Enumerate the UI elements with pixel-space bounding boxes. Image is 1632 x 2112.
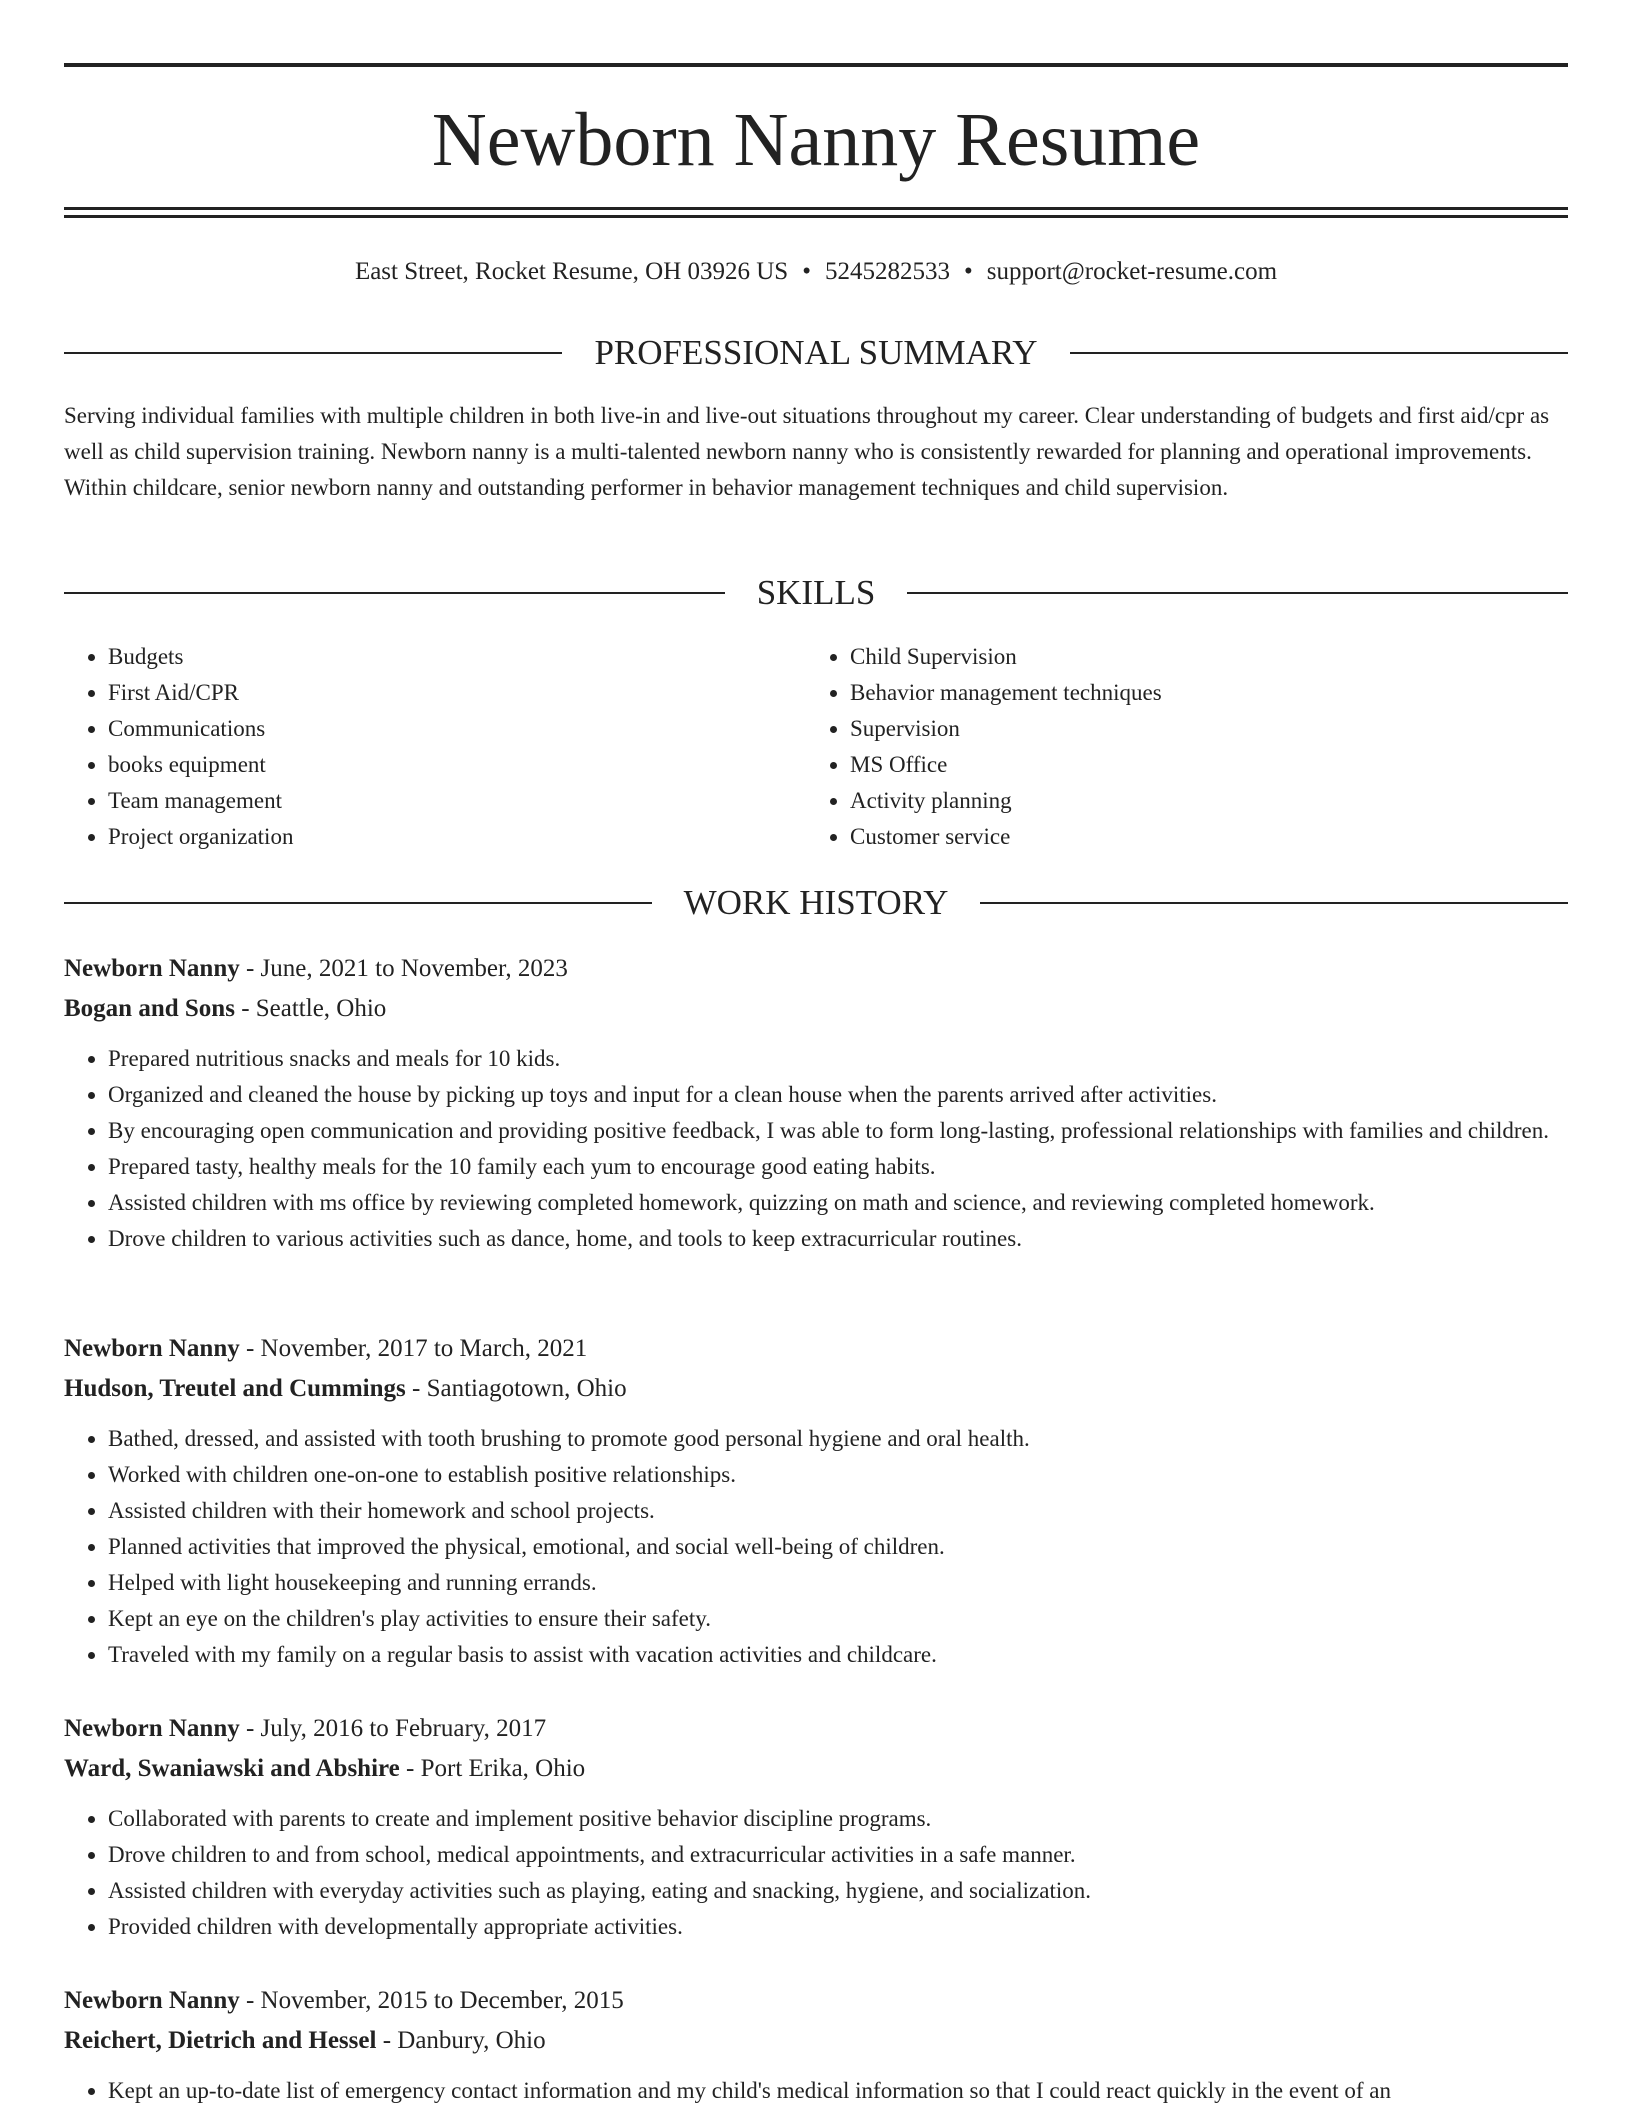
job-bullets [64,1041,1568,1257]
skill-item: • Behavior management techniques [850,675,1550,711]
title-rule-upper [64,207,1568,210]
job-entry [64,1981,1568,2109]
job-location: - Seattle, Ohio [234,995,387,1022]
job-bullets [64,1421,1568,1673]
job-title-line [64,1981,1568,2021]
job-entry [64,1329,1568,1673]
skill-item: • MS Office [850,747,1550,783]
job-bullet: • Assisted children with everyday activities such as playing, eating and snacking, hygiene, and socialization. [108,1873,1568,1909]
professional-summary: Serving individual families with multiple children in both live-in and live-out situations throughout my career. Clear understanding of budgets and first aid/cpr as well as child supervision training. Newborn nanny is a multi-talented newborn nanny who is consistently rewarded for planning and operational improvements. Within childcare, senior newborn nanny and outstanding performer in behavior management techniques and child supervision. [64,403,1550,500]
job-bullet: • Drove children to various activities such as dance, home, and tools to keep extracurricular routines. [108,1221,1568,1257]
job-bullet: • Assisted children with their homework and school projects. [108,1493,1568,1529]
heading-rule-right [980,902,1568,904]
job-company-line [64,1369,1568,1409]
job-dates: - November, 2017 to March, 2021 [239,1335,588,1362]
job-bullet: • Organized and cleaned the house by picking up toys and input for a clean house when the parents arrived after activities. [108,1077,1568,1113]
job-bullet: • By encouraging open communication and providing positive feedback, I was able to form long-lasting, professional relationships with families and children. [108,1113,1568,1149]
skill-item: • Customer service [850,819,1550,855]
contact-email: support@rocket-resume.com [986,258,1278,285]
job-entry [64,1709,1568,1945]
skill-item: • Team management [108,783,808,819]
job-bullet: • Kept an eye on the children's play activities to ensure their safety. [108,1601,1568,1637]
skill-item: • First Aid/CPR [108,675,808,711]
job-bullet: • Provided children with developmentally appropriate activities. [108,1909,1568,1945]
skills-heading [64,573,1568,613]
skills-list-left [64,639,808,855]
job-bullet: • Worked with children one-on-one to establish positive relationships. [108,1457,1568,1493]
skill-item: • Supervision [850,711,1550,747]
job-title: Newborn Nanny [64,1335,240,1362]
heading-rule-right [1070,352,1568,354]
job-company: Hudson, Treutel and Cummings [64,1375,406,1402]
summary-heading [64,333,1568,373]
job-title-line [64,949,1568,989]
contact-line [64,256,1568,288]
job-bullet: • Collaborated with parents to create and implement positive behavior discipline programs. [108,1801,1568,1837]
work-history-heading [64,883,1568,923]
job-title: Newborn Nanny [64,1715,240,1742]
job-bullet: • Bathed, dressed, and assisted with tooth brushing to promote good personal hygiene and oral health. [108,1421,1568,1457]
job-company: Ward, Swaniawski and Abshire [64,1755,400,1782]
job-title: Newborn Nanny [64,955,240,982]
skill-item: • Communications [108,711,808,747]
heading-rule-right [907,592,1568,594]
resume-title: Newborn Nanny Resume [431,98,1201,182]
job-company: Reichert, Dietrich and Hessel [64,2027,377,2054]
job-company-line [64,2021,1568,2061]
summary-heading-text: PROFESSIONAL SUMMARY [594,333,1038,372]
skill-item: • Activity planning [850,783,1550,819]
skill-item: • books equipment [108,747,808,783]
job-bullet: • Prepared nutritious snacks and meals for 10 kids. [108,1041,1568,1077]
skills-list-right [806,639,1550,855]
job-company: Bogan and Sons [64,995,235,1022]
job-title: Newborn Nanny [64,1987,240,2014]
job-bullet: • Traveled with my family on a regular basis to assist with vacation activities and childcare. [108,1637,1568,1673]
job-bullets [64,1801,1568,1945]
work-history-heading-text: WORK HISTORY [683,883,949,922]
job-bullet: • Helped with light housekeeping and running errands. [108,1565,1568,1601]
job-bullet: • Prepared tasty, healthy meals for the 10 family each yum to encourage good eating habits. [108,1149,1568,1185]
skill-item: • Project organization [108,819,808,855]
heading-rule-left [64,352,562,354]
job-bullet: • Kept an up-to-date list of emergency contact information and my child's medical information so that I could react quickly in the event of an [108,2073,1568,2109]
job-dates: - July, 2016 to February, 2017 [239,1715,547,1742]
job-bullet: • Assisted children with ms office by reviewing completed homework, quizzing on math and science, and reviewing completed homework. [108,1185,1568,1221]
heading-rule-left [64,592,725,594]
contact-phone: 5245282533 [824,258,950,285]
job-location: - Santiagotown, Ohio [405,1375,627,1402]
contact-address: East Street, Rocket Resume, OH 03926 US [354,258,789,285]
contact-separator: • [963,258,973,285]
job-company-line [64,989,1568,1029]
job-title-line [64,1709,1568,1749]
job-bullet: • Planned activities that improved the physical, emotional, and social well-being of children. [108,1529,1568,1565]
job-location: - Danbury, Ohio [376,2027,546,2054]
skill-item: • Child Supervision [850,639,1550,675]
job-bullet: • Drove children to and from school, medical appointments, and extracurricular activities in a safe manner. [108,1837,1568,1873]
skill-item: • Budgets [108,639,808,675]
contact-separator: • [802,258,811,285]
job-dates: - June, 2021 to November, 2023 [239,955,568,982]
top-rule [64,63,1568,67]
job-bullets [64,2073,1568,2109]
job-location: - Port Erika, Ohio [399,1755,586,1782]
job-company-line [64,1749,1568,1789]
title-rule-lower [64,215,1568,218]
skills-heading-text: SKILLS [756,573,876,612]
heading-rule-left [64,902,652,904]
job-entry [64,949,1568,1257]
job-dates: - November, 2015 to December, 2015 [239,1987,624,2014]
job-title-line [64,1329,1568,1369]
